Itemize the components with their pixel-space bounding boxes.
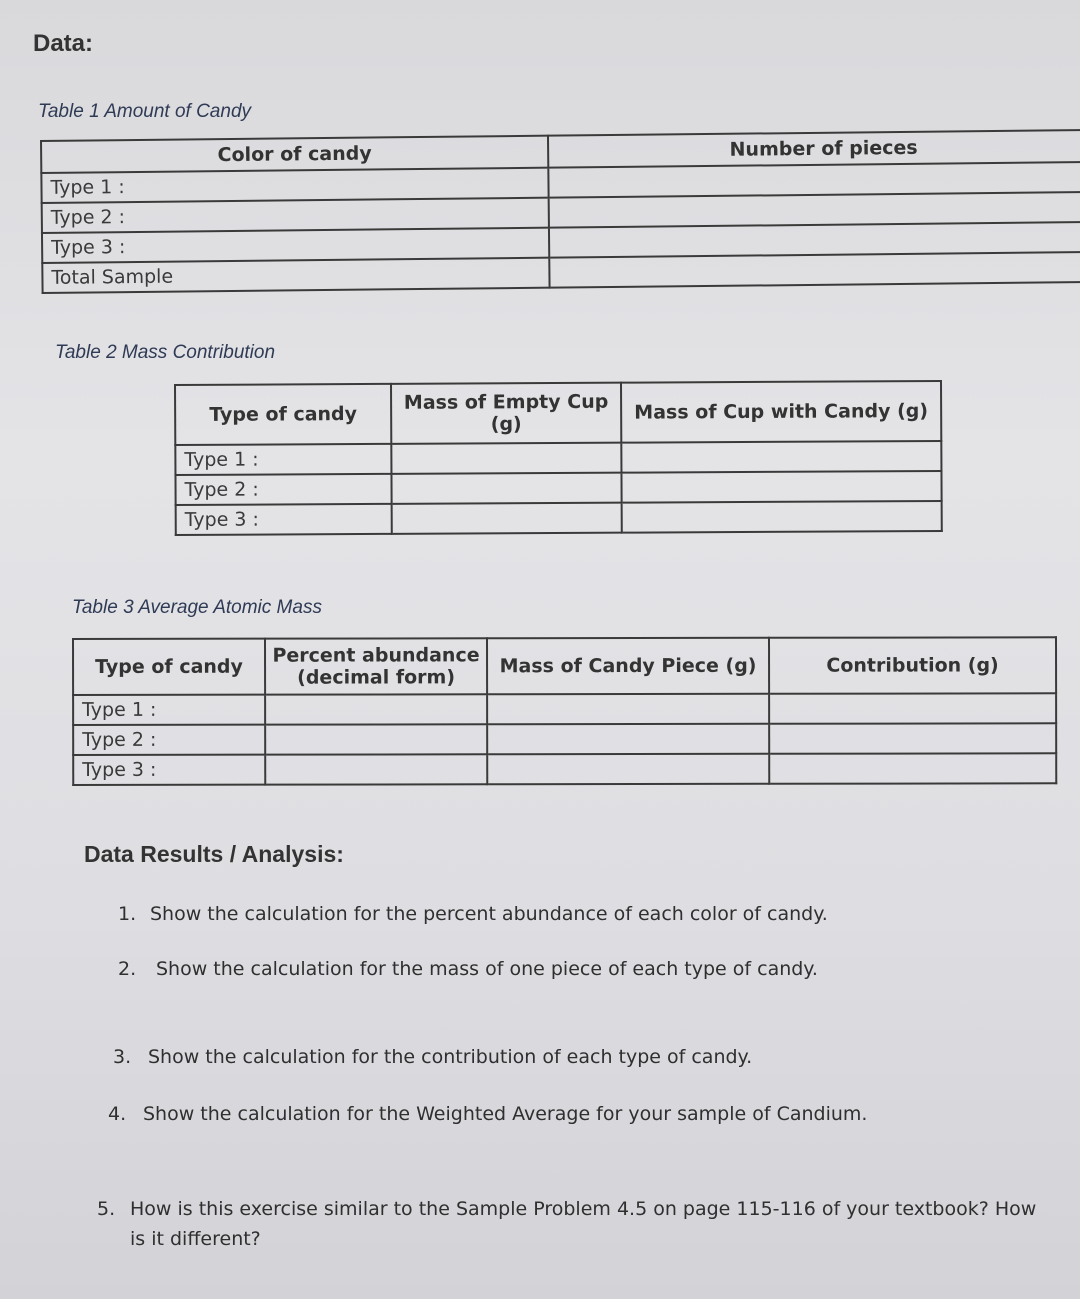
analysis-heading: Data Results / Analysis: (84, 841, 344, 867)
question-number: 4. (108, 1103, 127, 1125)
table1-row-label: Total Sample (42, 258, 549, 293)
table3-average-atomic-mass (72, 636, 1057, 786)
table1-row-label: Type 1 : (41, 168, 548, 203)
table2-cell[interactable] (391, 443, 621, 474)
table-row (176, 501, 942, 535)
table3-cell[interactable] (265, 754, 487, 784)
table3-header-mass-piece: Mass of Candy Piece (g) (487, 638, 769, 694)
table3-cell[interactable] (265, 724, 487, 754)
table1-amount-of-candy (40, 129, 1080, 294)
table3-cell[interactable] (769, 723, 1056, 754)
table2-header-cup-with-candy: Mass of Cup with Candy (g) (621, 381, 941, 443)
table3-cell[interactable] (487, 754, 769, 784)
table1-header-number: Number of pieces (548, 130, 1080, 168)
table3-cell[interactable] (487, 694, 769, 724)
table2-cell[interactable] (391, 473, 621, 504)
table-row (73, 753, 1056, 785)
question-number: 5. (97, 1198, 116, 1220)
question-text: Show the calculation for the percent abundance of each color of candy. (150, 903, 828, 925)
table3-header-percent: Percent abundance (decimal form) (265, 638, 487, 694)
question-text: How is this exercise similar to the Sample Problem 4.5 on page 115-116 of your textbook? How is it different? (130, 1198, 1037, 1250)
table3-cell[interactable] (265, 694, 487, 724)
table-row (73, 693, 1056, 725)
table3-cell[interactable] (769, 693, 1056, 724)
table2-row-label: Type 2 : (175, 474, 391, 505)
question-4 (108, 1103, 867, 1125)
table2-header-type: Type of candy (175, 384, 391, 445)
table3-caption: Table 3 Average Atomic Mass (72, 597, 322, 618)
table1-row-label: Type 2 : (42, 198, 549, 233)
question-1 (118, 903, 828, 925)
table2-caption: Table 2 Mass Contribution (55, 342, 276, 363)
table2-cell[interactable] (622, 501, 942, 533)
table2-header-empty-cup: Mass of Empty Cup (g) (391, 383, 621, 444)
table1-row-label: Type 3 : (42, 228, 549, 263)
table-row (175, 441, 941, 475)
table3-row-label: Type 2 : (73, 725, 265, 755)
table2-row-label: Type 3 : (176, 504, 392, 535)
table1-header-color: Color of candy (41, 136, 548, 173)
table2-cell[interactable] (392, 503, 622, 534)
table3-row-label: Type 3 : (73, 755, 265, 785)
question-3 (113, 1046, 752, 1068)
table1-cell[interactable] (549, 252, 1080, 288)
question-text: Show the calculation for the contribution of each type of candy. (148, 1046, 753, 1068)
question-number: 1. (118, 903, 137, 925)
table2-cell[interactable] (621, 471, 941, 503)
question-text: Show the calculation for the Weighted Average for your sample of Candium. (143, 1103, 868, 1125)
table3-cell[interactable] (769, 753, 1056, 784)
table3-row-label: Type 1 : (73, 695, 265, 725)
table2-mass-contribution (174, 380, 943, 536)
table3-cell[interactable] (487, 724, 769, 754)
data-heading: Data: (33, 30, 94, 57)
question-2 (118, 958, 818, 980)
question-5 (97, 1194, 1057, 1254)
table-row (175, 471, 941, 505)
question-number: 3. (113, 1046, 132, 1068)
table1-caption: Table 1 Amount of Candy (38, 101, 252, 122)
table2-cell[interactable] (621, 441, 941, 473)
question-text: Show the calculation for the mass of one piece of each type of candy. (156, 958, 818, 980)
table3-header-contribution: Contribution (g) (769, 637, 1056, 694)
table-row (73, 723, 1056, 755)
table3-header-type: Type of candy (73, 639, 265, 695)
question-number: 2. (118, 958, 137, 980)
table2-row-label: Type 1 : (175, 444, 391, 475)
